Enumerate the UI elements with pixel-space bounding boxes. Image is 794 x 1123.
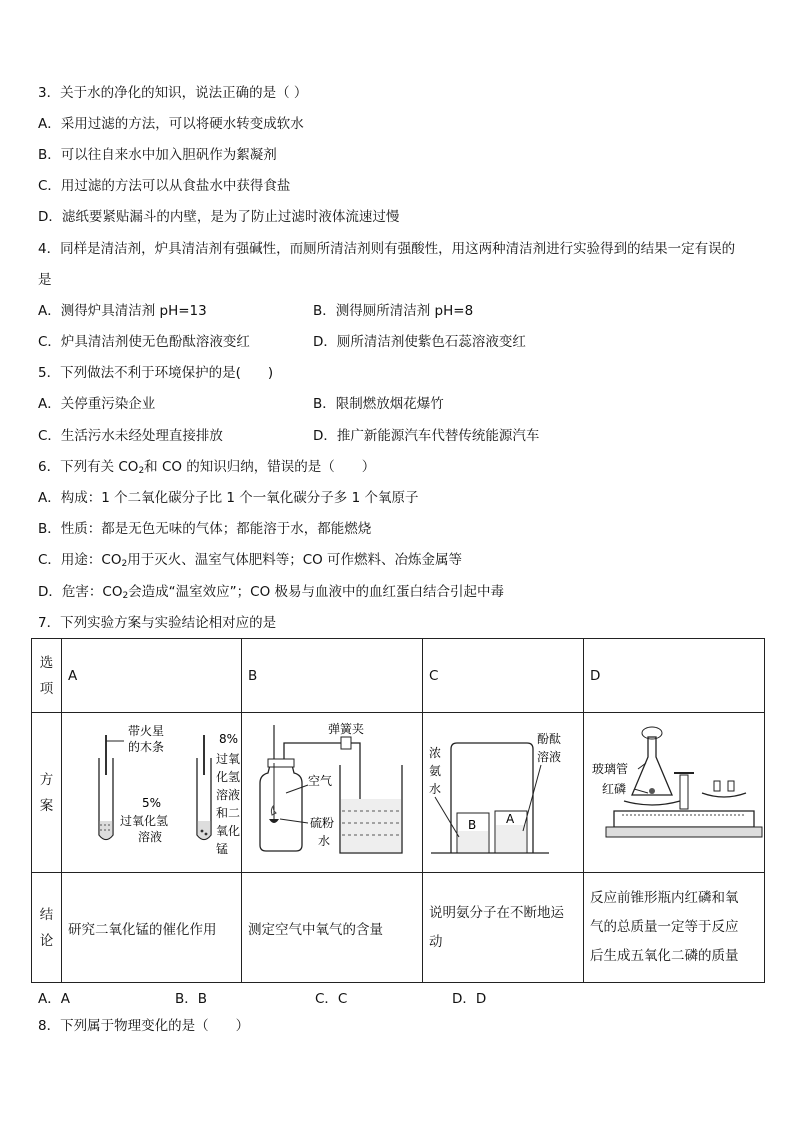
q6-option-c — [38, 551, 462, 573]
conclusion-label: 结论 — [39, 906, 54, 949]
beaker-water — [341, 799, 401, 852]
beaker-a-liquid — [496, 825, 526, 852]
left-solution-1: 过氧化氢 — [120, 814, 169, 828]
q3-option-c: C．用过滤的方法可以从食盐水中获得食盐 — [38, 178, 291, 194]
q7-answer-a: A．A — [38, 991, 70, 1007]
phosphorus-pointer — [634, 789, 648, 793]
beaker-a-label: A — [506, 812, 515, 826]
sulfur-pointer — [280, 819, 308, 823]
combustion-spoon — [269, 819, 279, 823]
diagram-b-oxygen-apparatus — [242, 713, 423, 868]
table-header-row — [32, 639, 765, 713]
mno2-particle — [201, 830, 204, 833]
conclusion-c-cell — [423, 873, 584, 983]
conical-flask — [632, 737, 672, 795]
q6-stem-a: 6．下列有关 CO — [38, 459, 139, 475]
plan-label: 方案 — [39, 771, 54, 814]
q7-answer-b: B．B — [175, 991, 208, 1007]
option-b-header: B — [242, 639, 423, 713]
q5-option-c: C．生活污水未经处理直接排放 — [38, 428, 223, 444]
ammonia-label-2: 氨 — [429, 764, 442, 778]
beaker-b-label: B — [468, 818, 477, 832]
q4-options-cd — [38, 333, 526, 351]
beaker-b-liquid — [458, 831, 488, 852]
clip-label: 弹簧夹 — [328, 722, 365, 736]
diagram-a-cell — [62, 713, 242, 873]
right-solution-line-1: 过氧 — [216, 752, 241, 766]
q3-option-d: D．滤纸要紧贴漏斗的内壁，是为了防止过滤时液体流速过慢 — [38, 209, 400, 225]
q3-stem: 3．关于水的净化的知识，说法正确的是（ ） — [38, 85, 308, 101]
conclusion-label-cell — [32, 873, 62, 983]
diagram-a-test-tubes — [62, 713, 242, 868]
right-solution-line-6: 锰 — [216, 842, 229, 856]
diagram-b-cell — [242, 713, 423, 873]
q7-answer-c: C．C — [315, 991, 348, 1007]
phenol-label-2: 溶液 — [537, 750, 562, 764]
q5-option-b: B．限制燃放烟花爆竹 — [313, 396, 444, 412]
plan-label-cell — [32, 713, 62, 873]
phenol-label-1: 酚酞 — [537, 732, 562, 746]
right-solution-line-3: 溶液 — [216, 788, 241, 802]
q6-stem — [38, 458, 375, 480]
q4-option-d: D．厕所清洁剂使紫色石蕊溶液变红 — [313, 334, 526, 350]
conclusion-d-line-2: 气的总质量一定等于反应 — [590, 919, 739, 935]
air-pointer — [286, 785, 308, 793]
q8-stem: 8．下列属于物理变化的是（ ） — [38, 1018, 250, 1034]
table-conclusion-row — [32, 873, 765, 983]
right-pan — [702, 793, 746, 797]
conclusion-c-line-1: 说明氨分子在不断地运 — [429, 904, 564, 921]
q4-stem: 4．同样是清洁剂，炉具清洁剂有强碱性，而厕所清洁剂则有强酸性，用这两种清洁剂进行实验得到的结果一定有误的 — [38, 241, 736, 257]
q5-option-d: D．推广新能源汽车代替传统能源汽车 — [313, 428, 540, 444]
conclusion-d-line-3: 后生成五氧化二磷的质量 — [590, 948, 739, 964]
red-phosphorus-label: 红磷 — [602, 782, 627, 796]
sulfur-label: 硫粉 — [310, 816, 335, 830]
q3-option-b: B．可以往自来水中加入胆矾作为絮凝剂 — [38, 147, 277, 163]
header-label: 选项 — [39, 654, 54, 697]
ammonia-pointer — [435, 797, 459, 837]
balance-base — [614, 811, 754, 827]
q6-option-d-b: 会造成“温室效应”；CO 极易与血液中的血红蛋白结合引起中毒 — [128, 584, 505, 600]
q4-option-b: B．测得厕所清洁剂 pH=8 — [313, 303, 474, 319]
q7-stem: 7．下列实验方案与实验结论相对应的是 — [38, 615, 277, 631]
q4-options-ab — [38, 302, 474, 320]
q6-option-c-sub: 2 — [121, 559, 128, 569]
q6-option-c-b: 用于灭火、温室气体肥料等；CO 可作燃料、冶炼金属等 — [127, 552, 463, 568]
q4-option-c: C．炉具清洁剂使无色酚酞溶液变红 — [38, 334, 250, 350]
right-solution-line-4: 和二 — [216, 806, 241, 820]
phosphorus — [649, 788, 655, 794]
ammonia-label-3: 水 — [429, 782, 442, 796]
q5-stem: 5．下列做法不利于环境保护的是( ) — [38, 365, 274, 381]
q4-option-a: A．测得炉具清洁剂 pH=13 — [38, 303, 207, 319]
water-label: 水 — [318, 834, 331, 848]
balance-foot — [606, 827, 762, 837]
q6-option-a: A．构成：1 个二氧化碳分子比 1 个一氧化碳分子多 1 个氧原子 — [38, 490, 419, 506]
balance-pillar — [680, 775, 688, 809]
weight — [714, 781, 720, 791]
conclusion-b: 测定空气中氧气的含量 — [242, 873, 423, 983]
diagram-d-cell — [584, 713, 765, 873]
q6-option-d-a: D．危害：CO — [38, 584, 123, 600]
q6-option-d — [38, 583, 504, 605]
splint-label-1: 带火星 — [128, 724, 165, 738]
q6-option-c-a: C．用途：CO — [38, 552, 122, 568]
q3-option-a: A．采用过滤的方法，可以将硬水转变成软水 — [38, 116, 304, 132]
option-c-header: C — [423, 639, 584, 713]
conclusion-d-line-1: 反应前锥形瓶内红磷和氧 — [590, 890, 739, 906]
conclusion-a: 研究二氧化锰的催化作用 — [62, 873, 242, 983]
weight — [728, 781, 734, 791]
q5-options-ab — [38, 395, 444, 413]
q6-option-b: B．性质：都是无色无味的气体；都能溶于水，都能燃烧 — [38, 521, 372, 537]
diagram-c-ammonia-experiment — [423, 713, 584, 868]
q6-stem-sub: 2 — [138, 466, 145, 476]
pct-left: 5% — [142, 796, 162, 810]
splint-label-2: 的木条 — [128, 740, 165, 754]
header-label-cell — [32, 639, 62, 713]
left-pan — [624, 801, 680, 805]
spring-clip — [341, 737, 351, 749]
q5-options-cd — [38, 427, 540, 445]
right-tube-liquid — [198, 821, 211, 839]
glass-tube-label: 玻璃管 — [592, 762, 629, 776]
experiment-table — [31, 638, 765, 983]
q6-option-d-sub: 2 — [122, 591, 129, 601]
gas-bottle — [260, 765, 302, 851]
stopper — [268, 759, 294, 767]
conclusion-d-cell — [584, 873, 765, 983]
ammonia-label-1: 浓 — [429, 746, 442, 760]
right-solution-line-5: 氧化 — [216, 824, 241, 838]
conclusion-c-line-2: 动 — [429, 933, 443, 950]
q6-stem-b: 和 CO 的知识归纳，错误的是（ ） — [144, 459, 376, 475]
phenol-pointer — [523, 765, 541, 831]
air-label: 空气 — [308, 774, 333, 788]
diagram-d-balance — [584, 713, 765, 868]
left-solution-2: 溶液 — [138, 830, 163, 844]
q4-stem-cont: 是 — [38, 272, 52, 288]
table-plan-row — [32, 713, 765, 873]
mno2-particle — [205, 833, 208, 836]
option-d-header: D — [584, 639, 765, 713]
q5-option-a: A．关停重污染企业 — [38, 396, 156, 412]
pct-right: 8% — [219, 732, 239, 746]
option-a-header: A — [62, 639, 242, 713]
diagram-c-cell — [423, 713, 584, 873]
q7-answer-d: D．D — [452, 991, 487, 1007]
right-solution-line-2: 化氢 — [216, 770, 241, 784]
